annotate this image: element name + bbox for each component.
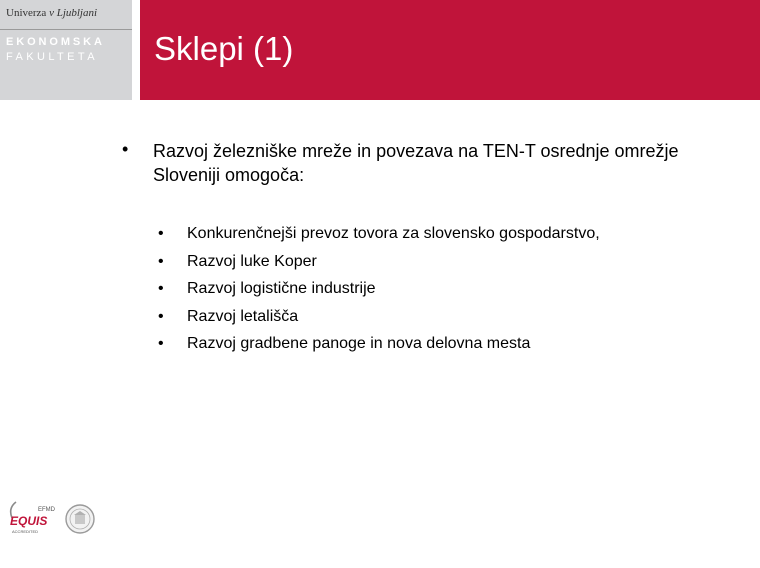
list-item-text: Razvoj luke Koper	[187, 252, 317, 270]
list-item	[158, 250, 600, 278]
accreditation-logos	[4, 494, 104, 544]
main-paragraph: Razvoj železniške mreže in povezava na TEN-T osrednje omrežje Sloveniji omogoča:	[153, 141, 679, 185]
equis-label: EQUIS	[10, 514, 48, 528]
list-item-text: Razvoj letališča	[187, 307, 299, 325]
faculty-name-line1: EKONOMSKA	[6, 36, 105, 48]
header-gutter	[132, 0, 140, 100]
equis-logo	[10, 502, 56, 534]
list-item	[158, 277, 600, 305]
accredited-label: ACCREDITED	[12, 529, 39, 534]
bullet-marker: •	[158, 225, 164, 242]
header-bar	[140, 0, 760, 100]
university-name: Univerza v Ljubljani	[6, 7, 98, 19]
university-seal-icon	[66, 505, 94, 533]
slide-title: Sklepi (1)	[154, 30, 294, 67]
list-item	[158, 332, 600, 360]
main-bullet: •	[122, 139, 129, 159]
efmd-label: EFMD	[38, 507, 55, 513]
faculty-name-line2: FAKULTETA	[6, 51, 98, 63]
bullet-marker: •	[158, 307, 164, 325]
university-logo-block	[0, 0, 132, 100]
list-item-text: Razvoj gradbene panoge in nova delovna mesta	[187, 335, 531, 352]
list-item-text: Konkurenčnejši prevoz tovora za slovensko gospodarstvo,	[187, 225, 600, 242]
bullet-marker: •	[158, 280, 164, 297]
bullet-marker: •	[158, 335, 164, 352]
list-item	[158, 305, 600, 333]
sub-bullet-list	[158, 222, 600, 360]
list-item-text: Razvoj logistične industrije	[187, 280, 376, 297]
logo-divider	[0, 29, 132, 30]
bullet-marker: •	[158, 252, 164, 270]
list-item	[158, 222, 600, 250]
